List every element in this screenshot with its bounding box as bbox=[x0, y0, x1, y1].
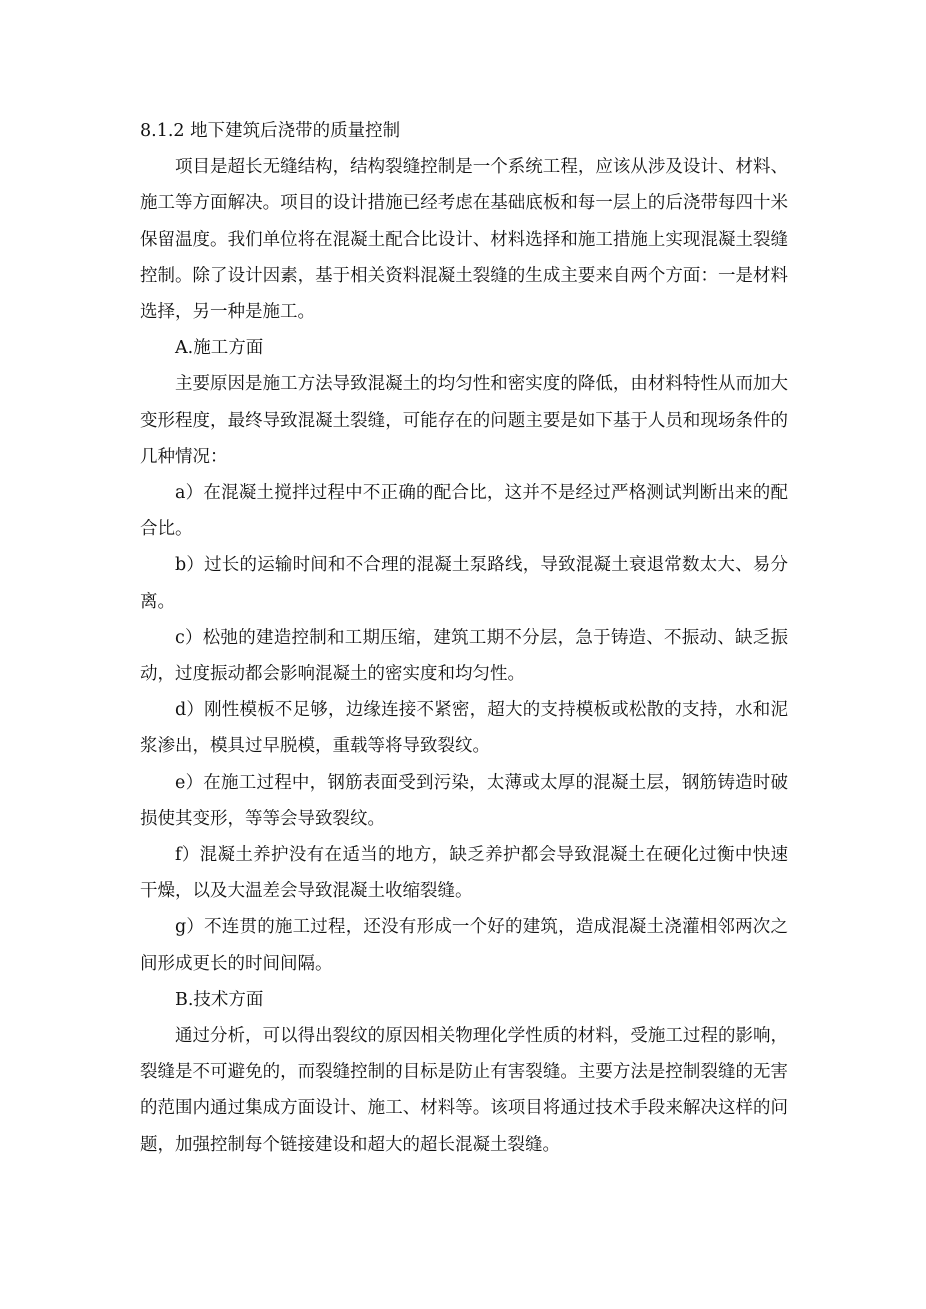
section-heading: 8.1.2 地下建筑后浇带的质量控制 bbox=[140, 121, 401, 141]
list-item-e: e）在施工过程中，钢筋表面受到污染，太薄或太厚的混凝土层，钢筋铸造时破损使其变形，等等会导致裂纹。 bbox=[140, 772, 788, 829]
part-a-title: A.施工方面 bbox=[175, 338, 264, 359]
part-b-body: 通过分析，可以得出裂纹的原因相关物理化学性质的材料，受施工过程的影响，裂缝是不可避免的，而裂缝控制的目标是防止有害裂缝。主要方法是控制裂缝的无害的范围内通过集成方面设计、施工、材料等。该项目将通过技术手段来解决这样的问题，加强控制每个链接建设和超大的超长混凝土裂缝。 bbox=[140, 1026, 788, 1155]
list-item-d: d）刚性模板不足够，边缘连接不紧密，超大的支持模板或松散的支持，水和泥浆渗出，模具过早脱模，重载等将导致裂纹。 bbox=[140, 700, 788, 757]
part-a-intro: 主要原因是施工方法导致混凝土的均匀性和密实度的降低，由材料特性从而加大变形程度，最终导致混凝土裂缝，可能存在的问题主要是如下基于人员和现场条件的几种情况： bbox=[140, 374, 788, 467]
list-item-f: f）混凝土养护没有在适当的地方，缺乏养护都会导致混凝土在硬化过衡中快速干燥，以及大温差会导致混凝土收缩裂缝。 bbox=[140, 845, 788, 902]
list-item-b: b）过长的运输时间和不合理的混凝土泵路线，导致混凝土衰退常数太大、易分离。 bbox=[140, 555, 788, 612]
list-item-g: g）不连贯的施工过程，还没有形成一个好的建筑，造成混凝土浇灌相邻两次之间形成更长的时间间隔。 bbox=[140, 917, 788, 974]
document-body bbox=[140, 113, 788, 1163]
intro-paragraph: 项目是超长无缝结构，结构裂缝控制是一个系统工程，应该从涉及设计、材料、施工等方面解决。项目的设计措施已经考虑在基础底板和每一层上的后浇带每四十米保留温度。我们单位将在混凝土配合比设计、材料选择和施工措施上实现混凝土裂缝控制。除了设计因素，基于相关资料混凝土裂缝的生成主要来自两个方面：一是材料选择，另一种是施工。 bbox=[140, 157, 788, 323]
part-b-title: B.技术方面 bbox=[175, 989, 264, 1010]
list-item-c: c）松弛的建造控制和工期压缩，建筑工期不分层，急于铸造、不振动、缺乏振动，过度振动都会影响混凝土的密实度和均匀性。 bbox=[140, 627, 788, 685]
list-item-a: a）在混凝土搅拌过程中不正确的配合比，这并不是经过严格测试判断出来的配合比。 bbox=[140, 483, 788, 540]
